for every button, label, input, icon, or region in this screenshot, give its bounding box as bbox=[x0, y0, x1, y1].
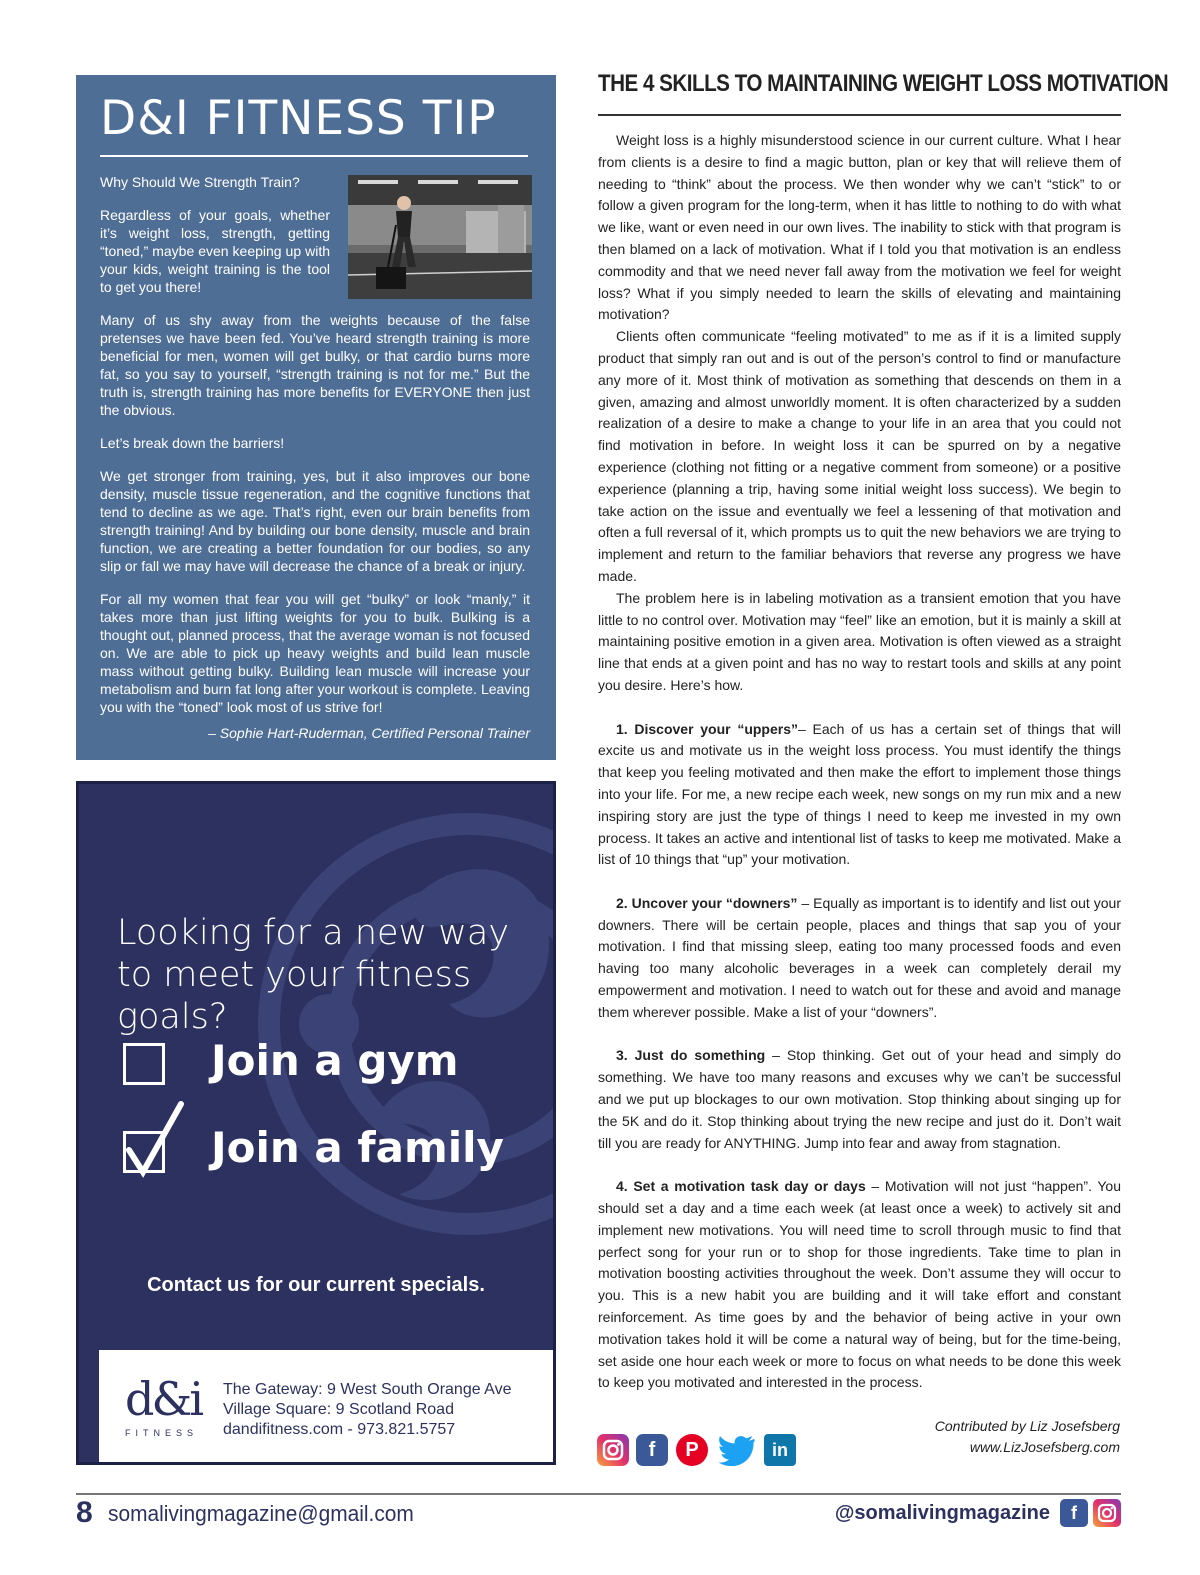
footer-email[interactable]: somalivingmagazine@gmail.com bbox=[108, 1501, 414, 1526]
article-paragraph: Clients often communicate “feeling motivated” to me as if it is a limited supply product that simply ran out and is out of the person’s control to find or manufacture any more of it. Most think of motivation as something that descends on them in a given, amazing and almost unworldly moment. It is often characterized by a sudden realization of a desire to make a change to your life in an area that you could not find motivation in before. In weight loss it can be spurred on by a negative experience (clothing not fitting or a negative comment from someone) or a positive experience (planning a trip, having some initial weight loss success). We begin to take action on the issue and eventually we feel a lessening of that motivation and often a full reversal of it, which prompts us to quit the new behaviors we are trying to implement and return to the familiar behaviors that reverse any progress we have made. bbox=[598, 328, 1121, 584]
tip-paragraph: For all my women that fear you will get “bulky” or look “manly,” it takes more than just lifting weights for you to bulk. Bulking is a thought out, planned process, that the average woman is not focused on. We are able to pick up heavy weights and build lean muscle mass without getting bulky. Building lean muscle will increase your metabolism and burn fat long after your workout is complete. Leaving you with the “toned” look most of us strive for! bbox=[100, 591, 530, 715]
ad-address bbox=[223, 1380, 511, 1440]
pinterest-icon[interactable]: P bbox=[676, 1434, 708, 1466]
address-line: Village Square: 9 Scotland Road bbox=[223, 1401, 454, 1418]
ad-option-family: Join a family bbox=[211, 1123, 504, 1172]
tip-paragraph: We get stronger from training, yes, but it also improves our bone density, muscle tissue regeneration, and the cognitive functions that tend to decline as we age. That’s right, even our brain benefits from strength training! And by building our bone density, muscle and brain function, we are creating a better foundation for our bodies, so any slip or fall we may have will decrease the chance of a break or injury. bbox=[100, 468, 530, 574]
unchecked-box-icon bbox=[123, 1043, 165, 1085]
footer-handle[interactable]: @somalivingmagazine bbox=[834, 1502, 1050, 1524]
tip-signature: – Sophie Hart-Ruderman, Certified Personal Trainer bbox=[208, 725, 530, 741]
footer-divider bbox=[76, 1493, 1121, 1495]
skill-separator: – bbox=[865, 1178, 885, 1195]
article-title: THE 4 SKILLS TO MAINTAINING WEIGHT LOSS MOTIVATION bbox=[598, 70, 1169, 97]
gym-advertisement bbox=[76, 781, 556, 1465]
skill-section bbox=[598, 1176, 1121, 1394]
article-contributor bbox=[935, 1416, 1120, 1458]
instagram-icon[interactable] bbox=[597, 1434, 629, 1466]
article-paragraph: Weight loss is a highly misunderstood science in our current culture. What I hear from clients is a desire to find a magic button, plan or key that will relieve them of needing to “think” about the process. We then wonder why we can’t “stick” to or follow a given program for the long-term, when it has little to nothing to do with what we like, want or even need in our own lives. The inability to stick with that program is then blamed on a lack of motivation. What if I told you that motivation is an endless commodity and that we need never fall away from the motivation we feel for weight loss? What if you simply needed to learn the skills of elevating and maintaining motivation? bbox=[598, 132, 1121, 323]
gym-photo bbox=[348, 175, 532, 299]
page-number: 8 bbox=[76, 1496, 93, 1529]
twitter-icon[interactable] bbox=[718, 1434, 750, 1466]
skill-text: Each of us has a certain set of things that will excite us and motivate us in the weight loss process. You must identify the things that keep you feeling motivated and then make the effort to implement those things into your life. For me, a new recipe each week, new songs on my run mix and a new inspiring story are just the type of things I need to keep me invested in my own process. It takes an active and intentional list of tasks to keep me motivated. Make a list of 10 things that “up” your motivation. bbox=[598, 720, 1121, 868]
ad-headline bbox=[117, 912, 547, 1038]
contributor-name: Contributed by Liz Josefsberg bbox=[934, 1418, 1120, 1434]
linkedin-icon[interactable]: in bbox=[764, 1434, 796, 1466]
skill-heading: 2. Uncover your “downers” bbox=[616, 894, 798, 911]
ad-headline-line: Looking for a new way bbox=[117, 913, 510, 953]
ad-footer bbox=[99, 1350, 553, 1465]
skill-separator: – bbox=[798, 720, 813, 737]
facebook-icon[interactable]: f bbox=[1060, 1499, 1088, 1527]
tip-paragraph: Many of us shy away from the weights because of the false pretenses we have been fed. You’ve heard strength training is more beneficial for men, women will get bulky, or that cardio burns more fat, so you say to yourself, “strength training is not for me.” But the truth is, strength training has more benefits for EVERYONE then just the obvious. bbox=[100, 312, 530, 418]
skill-text: Equally as important is to identify and list out your downers. There will be certain people, places and things that sap you of your motivation. I find that missing sleep, eating too many processed foods and even having too many alcoholic beverages in a week can completely derail my empowerment and motivation. I need to watch out for these and avoid and manage them wherever possible. Make a list of your “downers”. bbox=[598, 894, 1121, 1020]
checkmark-icon bbox=[125, 1100, 185, 1180]
skill-text: Motivation will not just “happen”. You should set a day and a time each week (at least once a week) to actively sit and implement new motivations. You will need time to scroll through music to find that perfect song for your run or to shop for those ingredients. Take time to plan in motivation boosting activities throughout the week. Don’t assume they will occur to you. This is a new habit you are building and it will take effort and constant reinforcement. As time goes by and the behavior of being active in your own motivation takes hold it will be come a natural way of being, but for the time-being, set aside one hour each week or more to focus on what needs to be done this week to keep you motivated and interested in the process. bbox=[598, 1178, 1122, 1391]
ad-option-gym: Join a gym bbox=[211, 1036, 459, 1085]
skill-heading: 3. Just do something bbox=[616, 1047, 766, 1064]
tip-subtitle: Why Should We Strength Train? bbox=[100, 174, 300, 190]
skill-heading: 4. Set a motivation task day or days bbox=[616, 1178, 866, 1195]
article-paragraph: The problem here is in labeling motivation as a transient emotion that you have little to no control over. Motivation may “feel” like an emotion, but it is mainly a skill at maintaining positive emotion in a given area. Motivation is often viewed as a straight line that ends at a given point and has no way to restart tools and skills at any point you desire. Here’s how. bbox=[598, 589, 1121, 693]
article-body bbox=[598, 130, 1121, 1394]
address-line: The Gateway: 9 West South Orange Ave bbox=[223, 1381, 512, 1398]
skill-section bbox=[598, 719, 1121, 872]
article-divider bbox=[598, 114, 1121, 116]
skill-heading: 1. Discover your “uppers” bbox=[616, 720, 798, 737]
instagram-icon[interactable] bbox=[1093, 1499, 1121, 1527]
ad-headline-line: to meet your fitness goals? bbox=[117, 955, 472, 1037]
skill-section bbox=[598, 1045, 1121, 1154]
facebook-icon[interactable]: f bbox=[636, 1434, 668, 1466]
skill-section bbox=[598, 893, 1121, 1024]
dandi-logo bbox=[125, 1374, 215, 1442]
tip-paragraph: Let’s break down the barriers! bbox=[100, 435, 285, 451]
tip-intro: Regardless of your goals, whether it’s weight loss, strength, getting “toned,” maybe even keeping up with your kids, weight training is the tool to get you there! bbox=[100, 207, 330, 295]
website-phone[interactable]: dandifitness.com - 973.821.5757 bbox=[223, 1421, 456, 1438]
tip-divider bbox=[100, 155, 528, 157]
logo-wordmark: d&i bbox=[125, 1372, 202, 1426]
skill-text: Stop thinking. Get out of your head and simply do something. We have too many reasons and excuses why we can’t be successful and we put up blockages to our own motivation. Stop thinking about singing up for the 5K and do it. Stop thinking about trying the new recipe and just do it. Don’t wait till you are ready for ANYTHING. Jump into fear and away from stagnation. bbox=[598, 1047, 1121, 1151]
fitness-tip-box bbox=[76, 75, 556, 760]
skill-separator: – bbox=[765, 1047, 787, 1064]
tip-body bbox=[100, 311, 530, 731]
tip-title: D&I FITNESS TIP bbox=[100, 91, 497, 146]
contributor-url[interactable]: www.LizJosefsberg.com bbox=[969, 1439, 1120, 1455]
skill-separator: – bbox=[797, 894, 814, 911]
logo-subtext: FITNESS bbox=[125, 1428, 199, 1438]
ad-contact-cta: Contact us for our current specials. bbox=[147, 1274, 485, 1296]
